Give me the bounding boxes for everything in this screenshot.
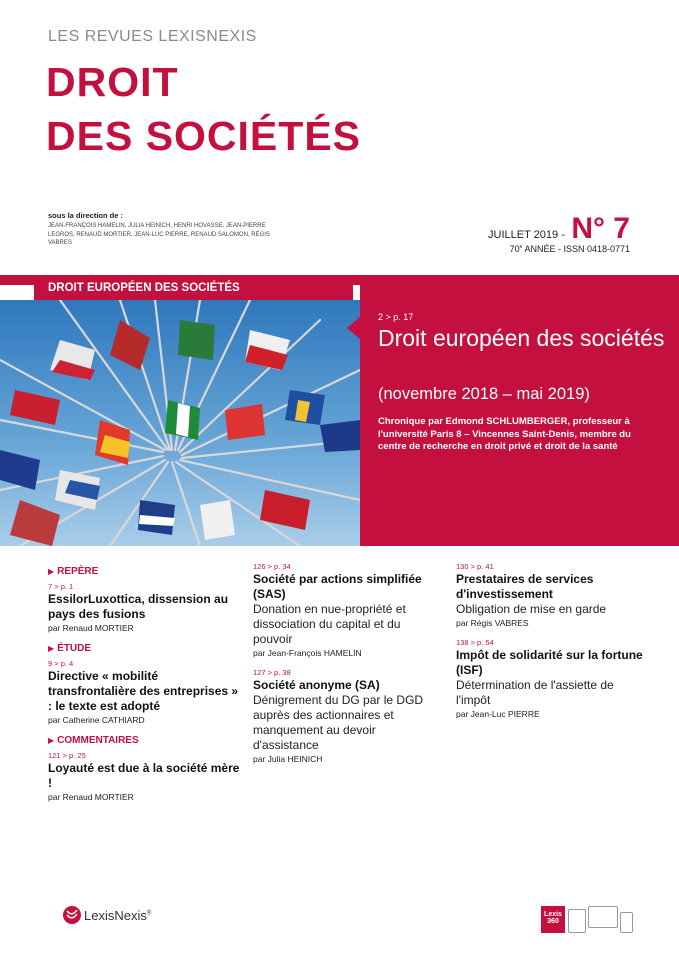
article-ref: 126 > p. 34 (253, 562, 291, 571)
article-ref: 7 > p. 1 (48, 582, 74, 591)
section-commentaires (48, 735, 244, 746)
flags-illustration (0, 300, 360, 546)
triangle-icon: ▶ (48, 644, 55, 653)
article-subtitle: Obligation de mise en garde (456, 602, 607, 616)
section-etude (48, 643, 244, 654)
column-1 (48, 566, 244, 812)
feature-notch (347, 316, 361, 340)
article-author: par Régis VABRES (456, 618, 529, 628)
article-author: par Renaud MORTIER (48, 792, 134, 802)
series-name: LES REVUES LEXISNEXIS (48, 28, 257, 45)
article-title[interactable]: Société anonyme (SA) (253, 678, 380, 692)
article-ref: 127 > p. 38 (253, 668, 291, 677)
article-subtitle: Donation en nue-propriété et dissociation du capital et du pouvoir (253, 602, 406, 646)
section-tab: DROIT EUROPÉEN DES SOCIÉTÉS (34, 276, 353, 300)
article-subtitle: Détermination de l'assiette de l'impôt (456, 678, 614, 707)
flags-photo (0, 300, 360, 546)
article-title[interactable]: Prestataires de services d'investissement (456, 572, 594, 601)
feature-subtitle: (novembre 2018 – mai 2019) (378, 385, 590, 403)
triangle-icon: ▶ (48, 736, 55, 745)
article-author: par Jean-Luc PIERRE (456, 709, 540, 719)
article-author: par Renaud MORTIER (48, 623, 134, 633)
journal-title-line2: DES SOCIÉTÉS (46, 113, 362, 159)
article-item[interactable] (253, 668, 443, 766)
column-3 (456, 562, 646, 729)
lexis360-badge (541, 906, 565, 933)
lexisnexis-logo-text (84, 908, 151, 923)
column-2 (253, 562, 443, 774)
article-item[interactable] (48, 659, 244, 727)
section-repere (48, 566, 244, 577)
badge-line2: 360 (547, 918, 559, 925)
badge-line1: Lexis (544, 911, 562, 918)
year-number: 70 (509, 244, 520, 254)
article-ref: 121 > p. 25 (48, 751, 86, 760)
direction-label: sous la direction de : (48, 211, 124, 220)
article-author: par Catherine CATHIARD (48, 715, 145, 725)
article-item[interactable] (48, 751, 244, 804)
article-item[interactable] (456, 562, 646, 630)
article-title[interactable]: Impôt de solidarité sur la fortune (ISF) (456, 648, 643, 677)
article-author: par Jean-François HAMELIN (253, 648, 362, 658)
section-label: COMMENTAIRES (57, 735, 139, 746)
feature-ref: 2 > p. 17 (378, 312, 414, 322)
journal-title-line1: DROIT (46, 59, 179, 105)
section-label: REPÈRE (57, 566, 99, 577)
article-item[interactable] (48, 582, 244, 635)
logo-name: LexisNexis (84, 908, 147, 923)
feature-title[interactable]: Droit européen des sociétés (378, 325, 665, 351)
triangle-icon: ▶ (48, 567, 55, 576)
article-item[interactable] (253, 562, 443, 660)
article-ref: 9 > p. 4 (48, 659, 74, 668)
direction-names: JEAN-FRANÇOIS HAMELIN, JULIA HEINICH, HENRI HOVASSE, JEAN-PIERRE LEGROS, RENAUD MORTIER, JEAN-LUC PIERRE, RENAUD SALOMON, RÉGIS VABRES (48, 223, 270, 246)
tablet-icon (568, 909, 586, 933)
feature-description: Chronique par Edmond SCHLUMBERGER, professeur à l'université Paris 8 – Vincennes Saint-Denis, membre du centre de recherche en droit privé et droit de la santé (378, 416, 631, 452)
article-title[interactable]: EssilorLuxottica, dissension au pays des fusions (48, 592, 229, 621)
article-subtitle: Dénigrement du DG par le DGD auprès des actionnaires et manquement au devoir d'assistance (253, 693, 424, 752)
phone-icon (620, 912, 633, 933)
article-item[interactable] (456, 638, 646, 721)
article-ref: 138 > p. 54 (456, 638, 494, 647)
logo-mark: ® (146, 910, 152, 917)
issue-number: N° 7 (571, 212, 630, 245)
section-label: ÉTUDE (57, 643, 92, 654)
article-author: par Julia HEINICH (253, 754, 323, 764)
year-issn (480, 244, 630, 254)
lexisnexis-logo-icon (62, 905, 82, 930)
article-title[interactable]: Loyauté est due à la société mère ! (48, 761, 240, 790)
year-rest: ANNÉE - ISSN 0418-0771 (522, 244, 630, 254)
article-title[interactable]: Société par actions simplifiée (SAS) (253, 572, 422, 601)
year-sup: e (519, 244, 523, 250)
issue-line (480, 212, 630, 246)
issue-date: JUILLET 2019 - (488, 229, 565, 241)
article-ref: 130 > p. 41 (456, 562, 494, 571)
monitor-icon (588, 906, 618, 928)
article-title[interactable]: Directive « mobilité transfrontalière des entreprises » : le texte est adopté (48, 669, 239, 713)
